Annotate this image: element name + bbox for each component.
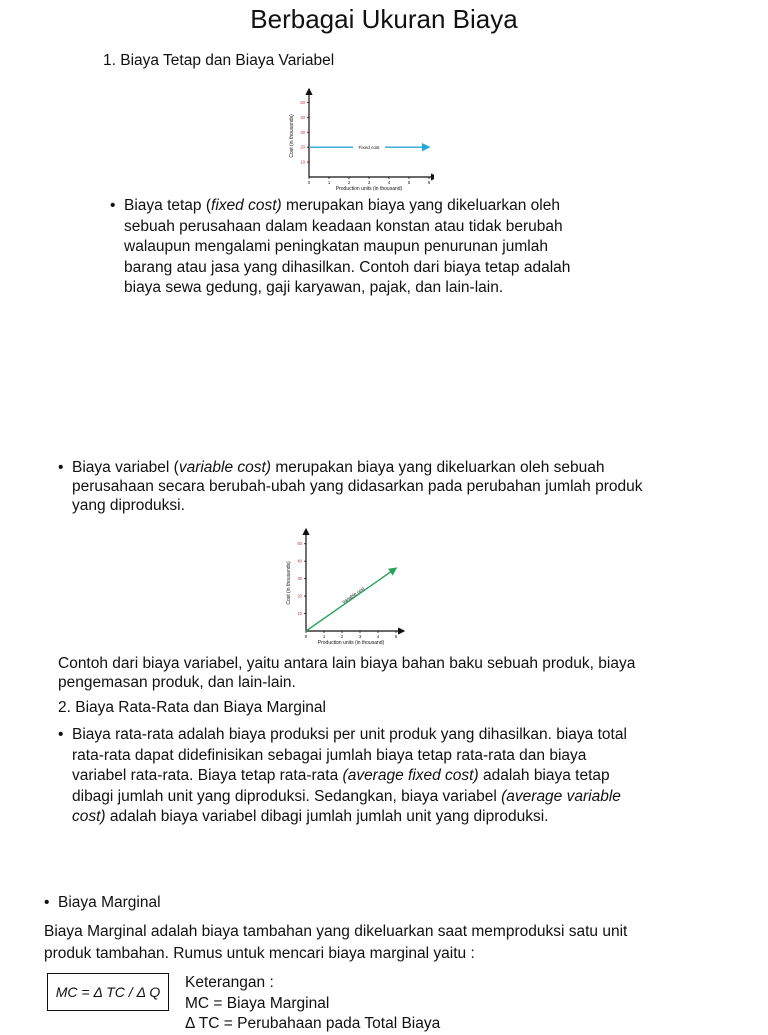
variable-bullet-text-2: merupakan biaya yang dikeluarkan oleh sebuah [271, 459, 605, 476]
keterangan-tc: Δ TC = Perubahaan pada Total Biaya [185, 1015, 441, 1032]
x-tick-label: 2 [347, 180, 351, 185]
variable-example [58, 654, 748, 692]
y-tick-label: 40 [297, 558, 302, 564]
average-cost-bullet [58, 725, 758, 828]
fixed-bullet-text: Biaya tetap ( [124, 197, 212, 214]
avg-bullet-text: dibagi jumlah unit yang diproduksi. Sedangkan, biaya variabel [72, 787, 502, 805]
x-tick-label: 0 [307, 180, 311, 185]
y-tick-label: 30 [297, 576, 302, 582]
x-tick-label: 1 [327, 180, 331, 185]
bullet-dot: • [110, 197, 116, 214]
y-tick-label: 50 [300, 99, 305, 105]
avg-bullet-em: cost) [72, 808, 106, 825]
marginal-definition-line: produk tambahan. Rumus untuk mencari biaya marginal yaitu : [44, 945, 475, 962]
fixed-cost-chart-svg [284, 80, 434, 196]
x-tick-label: 2 [340, 634, 344, 639]
y-axis-label: Cost (in thousands) [286, 561, 292, 605]
y-tick-label: 20 [297, 593, 302, 599]
variable-bullet-line: yang diproduksi. [72, 497, 185, 514]
marginal-definition-line: Biaya Marginal adalah biaya tambahan yang dikeluarkan saat memproduksi satu unit [44, 923, 628, 940]
keterangan-mc: MC = Biaya Marginal [185, 994, 330, 1012]
variable-bullet-line: perusahaan secara berubah-ubah yang didasarkan pada perubahan jumlah produk [72, 478, 643, 495]
formula-text: MC = Δ TC / Δ Q [55, 984, 161, 1000]
fixed-bullet-line: biaya sewa gedung, gaji karyawan, pajak, dan lain-lain. [124, 279, 504, 296]
page-title: Berbagai Ukuran Biaya [250, 4, 518, 34]
avg-bullet-line: Biaya rata-rata adalah biaya produksi per unit produk yang dihasilkan. biaya total [72, 726, 627, 743]
x-axis-label: Production units (in thousand) [317, 640, 385, 646]
section-heading-fixed-variable: 1. Biaya Tetap dan Biaya Variabel [103, 52, 335, 69]
fixed-bullet-em: fixed cost) [211, 197, 282, 214]
fixed-bullet-line: walaupun mengalami peningkatan maupun penurunan jumlah [124, 238, 548, 255]
y-tick-label: 50 [297, 541, 302, 547]
avg-bullet-text: variabel rata-rata. Biaya tetap rata-rata [72, 767, 343, 784]
x-tick-label: 4 [387, 180, 391, 185]
fixed-cost-chart [284, 80, 434, 196]
y-axis-label: Cost (in thousands) [289, 114, 295, 158]
bullet-dot: • [44, 894, 50, 911]
x-tick-label: 4 [376, 634, 380, 639]
marginal-heading: Biaya Marginal [58, 894, 161, 911]
x-tick-label: 5 [407, 180, 411, 185]
y-tick-label: 10 [297, 611, 302, 617]
variable-example-line: Contoh dari biaya variabel, yaitu antara lain biaya bahan baku sebuah produk, biaya [58, 655, 636, 672]
section-heading-average-marginal: 2. Biaya Rata-Rata dan Biaya Marginal [58, 699, 326, 716]
fixed-bullet-text-2: merupakan biaya yang dikeluarkan oleh [281, 197, 560, 214]
formula-box [47, 973, 169, 1011]
series-label: Variable cost [340, 585, 366, 605]
avg-bullet-text: adalah biaya variabel dibagi jumlah jumlah unit yang diproduksi. [105, 808, 549, 825]
bullet-dot: • [58, 459, 64, 476]
fixed-bullet-line: sebuah perusahaan dalam keadaan konstan atau tidak berubah [124, 217, 563, 235]
variable-example-line: pengemasan produk, dan lain-lain. [58, 674, 296, 691]
keterangan-label: Keterangan : [185, 974, 274, 991]
y-tick-label: 30 [300, 129, 305, 135]
variable-cost-chart [284, 520, 414, 652]
fixed-bullet-line: barang atau jasa yang dihasilkan. Contoh dari biaya tetap adalah [124, 258, 571, 276]
y-tick-label: 20 [300, 144, 305, 150]
bullet-dot: • [58, 726, 64, 743]
variable-bullet-em: variable cost) [178, 459, 272, 476]
avg-bullet-line: rata-rata dapat didefinisikan sebagai jumlah biaya tetap rata-rata dan biaya [72, 746, 587, 764]
x-tick-label: 0 [304, 634, 308, 639]
x-tick-label: 1 [322, 634, 326, 639]
y-tick-label: 40 [300, 114, 305, 120]
variable-cost-bullet [58, 458, 738, 515]
fixed-cost-bullet [110, 196, 730, 299]
avg-bullet-em: (average variable [501, 787, 621, 805]
y-tick-label: 10 [300, 159, 305, 165]
marginal-definition [44, 921, 759, 965]
avg-bullet-em: (average fixed cost) [342, 767, 479, 784]
x-tick-label: 3 [367, 180, 371, 185]
marginal-bullet [44, 893, 161, 914]
variable-bullet-text: Biaya variabel ( [72, 459, 179, 476]
variable-cost-chart-svg [284, 520, 414, 652]
x-tick-label: 6 [427, 180, 431, 185]
x-tick-label: 5 [394, 634, 398, 639]
x-tick-label: 3 [358, 634, 362, 639]
series-label: Fixed cost [358, 144, 380, 150]
keterangan [185, 973, 440, 1035]
x-axis-label: Production units (in thousand) [335, 186, 403, 192]
avg-bullet-text: adalah biaya tetap [478, 767, 610, 784]
